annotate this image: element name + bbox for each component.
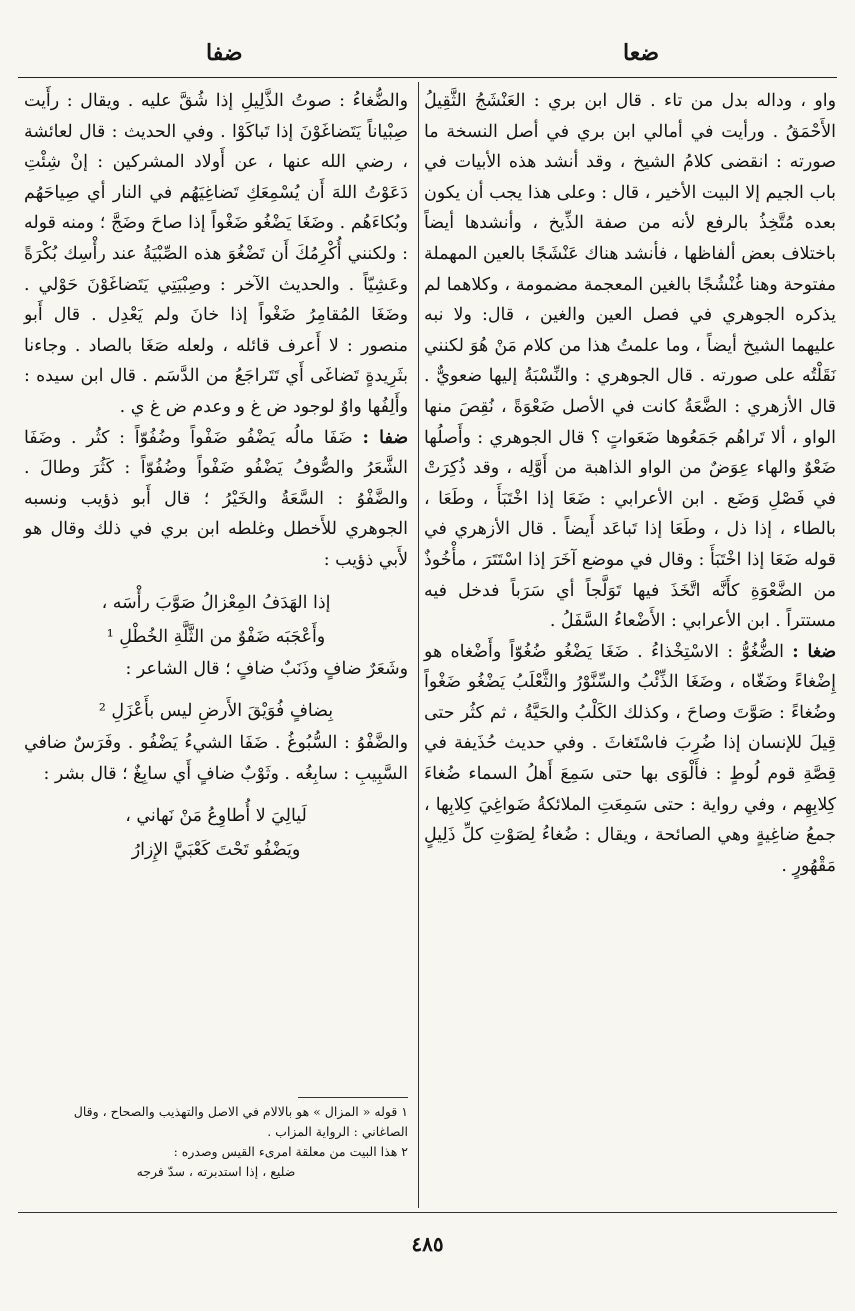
- dagha-continuation-text: والضُّغاءُ : صوتُ الذَّلِيلِ إذا شُقَّ عليه . ويقال : رأَيت صِبْياناً يَتَضاغَوْنَ إذا تَباكَوْا . وفي الحديث : قال لعائشة ، رضي الله عنها ، عن أَولاد المشركين : إنْ شِئْتِ دَعَوْتُ اللهَ أَن يُسْمِعَكِ تَضاغِيَهُم في النار أي صِياحَهُم وبُكاءَهُم . وضَغَا يَضْغُو ضَغْواً إذا صاحَ وضَجَّ ؛ ومنه قوله : ولكنني أُكْرِمُكَ أَن تَضْغُوَ هذه الصِّبْيَةُ عند رأْسِك بُكْرَةً وعَشِيّاً . والحديث الآخر : وصِبْيَتِي يَتَضاغَوْنَ حَوْلي . وضَغَا المُقامِرُ ضَغْواً إذا خانَ ولم يَعْدِل . قال أَبو منصور : لا أَعرف قائله ، ولعله صَغَا بالصاد . وجاءنا بثَرِيدةٍ تَضاغَى أَي تَتَراجَعُ من الدَّسَم . قال ابن سيده : وأَلِفُها واوٌ لوجود ض غ و وعدم ض غ ي .: [24, 91, 408, 417]
- header-right-word: ضعا: [623, 40, 659, 66]
- header-left-word: ضفا: [206, 40, 243, 66]
- verse-bishr: [24, 799, 408, 867]
- dafa-entry: [24, 423, 408, 576]
- column-divider: [418, 82, 419, 1208]
- left-column: [24, 86, 408, 867]
- header-rule: [18, 77, 837, 78]
- verse-poet: [24, 694, 408, 728]
- footnote-poem: ضليع ، إذا استدبرته ، سدّ فرجه: [136, 1164, 296, 1179]
- mid-paragraph: وشَعَرٌ ضافٍ وذَنَبٌ ضافٍ ؛ قال الشاعر :: [125, 658, 408, 679]
- footer-rule: [18, 1212, 837, 1213]
- right-column: [424, 86, 836, 881]
- verse-line: ويَضْفُو تَحْتَ كَعْبَيَّ الإِزارُ: [131, 840, 301, 861]
- dafa-headword: ضفا :: [362, 427, 409, 448]
- footnote-separator: [298, 1097, 408, 1098]
- dagha-headword: ضغا :: [792, 641, 836, 662]
- verse-line: إذا الهَدَفُ المِعْزالُ صَوَّبَ رأْسَه ،: [101, 592, 331, 613]
- dagha-entry: [424, 637, 836, 882]
- after-paragraph: والضَّفْوُ : السُّبُوغُ . ضَفَا الشيءُ يَضْفُو . وفَرَسٌ ضافي السَّبِيبِ : سابِغُه . وثَوْبٌ ضافٍ أَي سابِغٌ ؛ قال بشر :: [24, 733, 408, 784]
- footnote-1: ١ قوله « المزال » هو بالالام في الاصل والتهذيب والصحاح ، وقال الصاغاني : الرواية المزاب .: [73, 1104, 408, 1139]
- dha-ayn-entry-text: واو ، وداله بدل من تاء . قال ابن بري : العَنْشَجُ الثَّقِيلُ الأَحْمَقُ . ورأيت في أمالي ابن بري في أصل النسخة ما صورته : انقضى كلامُ الشيخ ، وقد أنشد هذه الأبيات في باب الجيم إلا البيت الأخير ، قال : وعلى هذا يجب أن يكون بعده مُتَّخِذُ بالرفع لأنه من صفة الذِّيخ ، وأنشدها أيضاً باختلاف بعض ألفاظها ، فأنشد هناك عَنْشَجًا بالعين المهملة مفتوحة وهنا غُنْشُجًا بالغين المعجمة مضمومة ، وكلاهما لم يذكره الجوهري في فصل العين والغين ، قال: ولا نبه عليهما الشيخ أيضاً ، وما علمتُ هذا من كلام مَنْ هُوَ لكنني نَقَلْتُه على صورته . قال الجوهري : والنِّسْبَةُ إليها ضعويٌّ . قال الأزهري : الضَّعَةُ كانت في الأصل ضَعْوَةً ، نُقِصَ منها الواو ، ألا تَراهُم جَمَعُوها ضَعَواتٍ ؟ قال الجوهري : وأَصلُها ضَعْوٌ والهاء عِوَضٌ من الواو الذاهبة من أَوَّلِه ، وقد ذُكِرَتْ في فَصْلِ وَضَع . ابن الأعرابي : ضَعَا إذا اخْتَبَأَ ، وطَعَا ، بالطاء ، إذا ذل ، وطَعَا إذا تَباعَد أَيضاً . قال الأزهري في قوله ضَعَا إذا اخْتَبَأَ : وقال في موضع آخَرَ إذا اسْتَتَرَ ، مأْخُوذٌ من الضَّعْوَةِ كأَنَّه اتَّخَذَ فيها تَوَلَّجاً أي سَرَباً فدخل فيه مستتراً . ابن الأعرابي : الأَضْعاءُ السَّفَلُ .: [424, 91, 836, 632]
- footnotes: [24, 1097, 408, 1182]
- page-number: ٤٨٥: [411, 1232, 444, 1256]
- verse-abu-dhuayb: [24, 586, 408, 654]
- footnote-2: ٢ هذا البيت من معلقة امرىء القيس وصدره :: [173, 1144, 408, 1159]
- verse-line: وأَعْجَبَه ضَفْوٌ من الثَّلَّةِ الخُطْلِ ¹: [106, 626, 326, 647]
- verse-line: بِضافٍ فُوَيْقَ الأَرضِ ليس بأَعْزَلِ ²: [98, 701, 334, 722]
- dafa-entry-text: ضَفَا مالُه يَضْفُو ضَفْواً وضُفُوّاً : كثُر . وضَفَا الشَّعَرُ والصُّوفُ يَضْفُو ضَفْواً وضُفُوّاً : كَثُرَ وطالَ . والضَّفْوُ : السَّعَةُ والخَيْرُ ؛ قال أَبو ذؤيب ونسبه الجوهري للأَخطل وغلطه ابن بري في ذلك وقال هو لأَبي ذؤيب :: [24, 427, 408, 570]
- verse-line: لَيالِيَ لا أُطاوِعُ مَنْ نَهاني ،: [125, 806, 307, 827]
- dagha-entry-text: الضُّغُوُّ : الاسْتِخْذاءُ . ضَغَا يَضْغُو ضُغُوّاً وأَضْغاه هو إِضْغاءً وضَغّاه ، وضَغَا الذِّئْبُ والسِّنَّوْرُ والثَّعْلَبُ يَضْغُو ضَغْواً وضُغاءً : صَوَّتَ وصاحَ ، وكذلك الكَلْبُ والحَيَّةُ ، ثم كثُر حتى قِيلَ للإنسان إذا ضُرِبَ فاسْتَغاثَ . وفي حديث حُذَيفة في قِصَّةِ قوم لُوطٍ : فأَلْوَى بها حتى سَمِعَ أَهلُ السماء ضُغاءَ كِلابِهِم ، وفي رواية : حتى سَمِعَتِ الملائكةُ ضَواغِيَ كِلابِها ، جمعُ ضاغِيةٍ وهي الصائحة ، ويقال : ضُغاءُ لِصَوْتِ كلِّ ذَلِيلٍ مَقْهُورٍ .: [424, 641, 836, 876]
